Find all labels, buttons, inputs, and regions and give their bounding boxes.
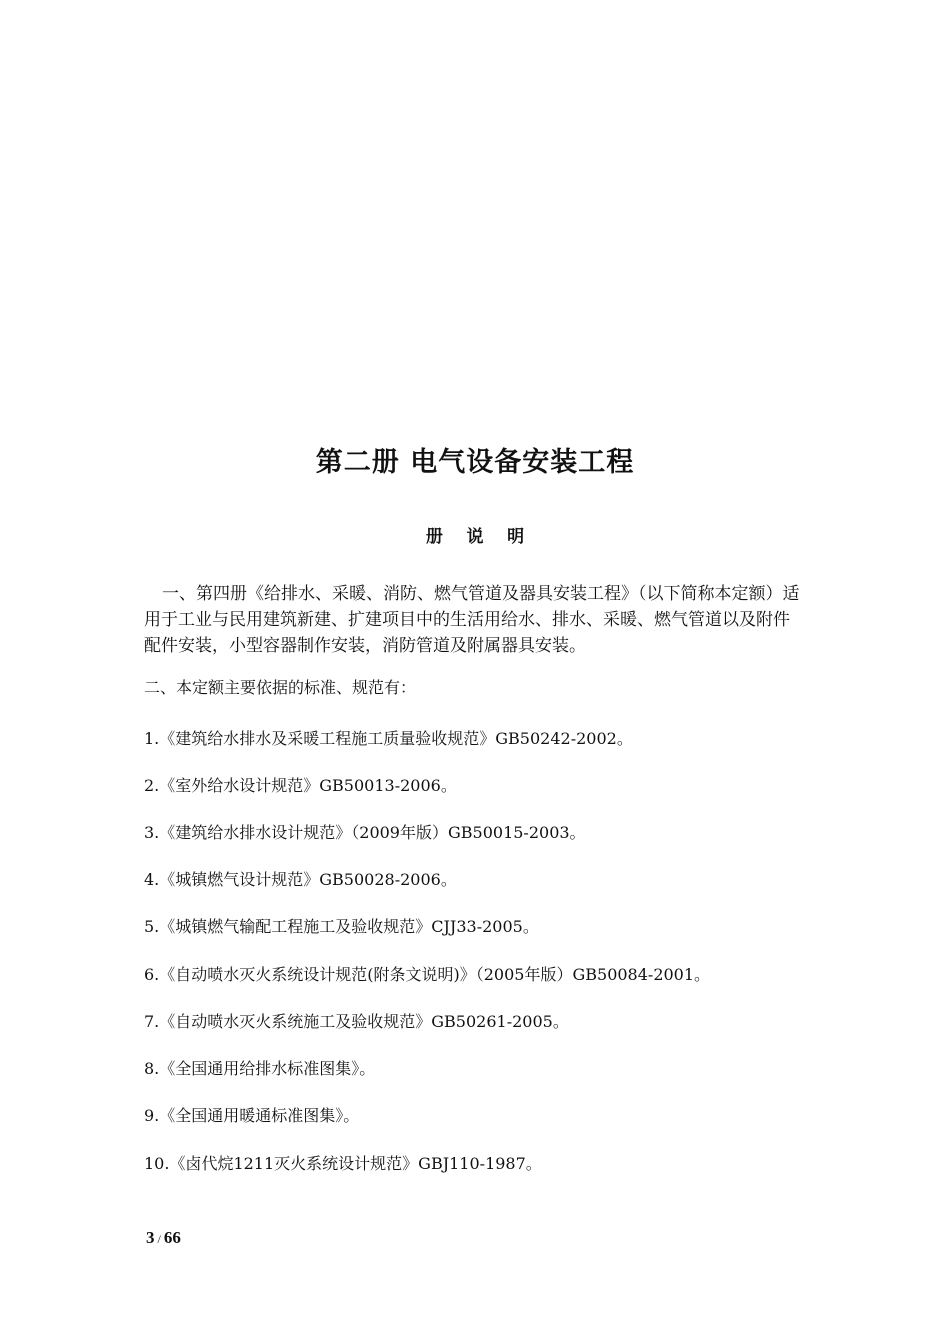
page-number <box>146 1226 181 1251</box>
standard-item-9: 9.《全国通用暖通标准图集》。 <box>144 1106 360 1125</box>
page-title: 第二册 电气设备安装工程 <box>315 447 635 478</box>
standard-item-4: 4.《城镇燃气设计规范》GB50028-2006。 <box>144 870 457 889</box>
standard-item-1: 1.《建筑给水排水及采暖工程施工质量验收规范》GB50242-2002。 <box>144 729 633 748</box>
standard-item-10: 10.《卤代烷1211灭火系统设计规范》GBJ110-1987。 <box>144 1154 542 1173</box>
intro-paragraph: 一、第四册《给排水、采暖、消防、燃气管道及器具安装工程》（以下简称本定额）适用于工业与民用建筑新建、扩建项目中的生活用给水、排水、采暖、燃气管道以及附件配件安装，小型容器制作安装，消防管道及附属器具安装。 <box>144 584 800 656</box>
standard-item-6: 6.《自动喷水灭火系统设计规范(附条文说明)》（2005年版）GB50084-2001。 <box>144 965 711 984</box>
standard-item-8: 8.《全国通用给排水标准图集》。 <box>144 1059 376 1078</box>
standard-item-2: 2.《室外给水设计规范》GB50013-2006。 <box>144 776 457 795</box>
standard-item-5: 5.《城镇燃气输配工程施工及验收规范》CJJ33-2005。 <box>144 917 539 936</box>
standard-item-3: 3.《建筑给水排水设计规范》（2009年版）GB50015-2003。 <box>144 823 586 842</box>
section-heading: 册 说 明 <box>425 527 525 547</box>
standard-item-7: 7.《自动喷水灭火系统施工及验收规范》GB50261-2005。 <box>144 1012 569 1031</box>
current-page: 3 <box>146 1228 155 1247</box>
total-pages: 66 <box>163 1228 181 1247</box>
page-separator: / <box>157 1232 161 1246</box>
standards-intro: 二、本定额主要依据的标准、规范有： <box>144 678 417 697</box>
